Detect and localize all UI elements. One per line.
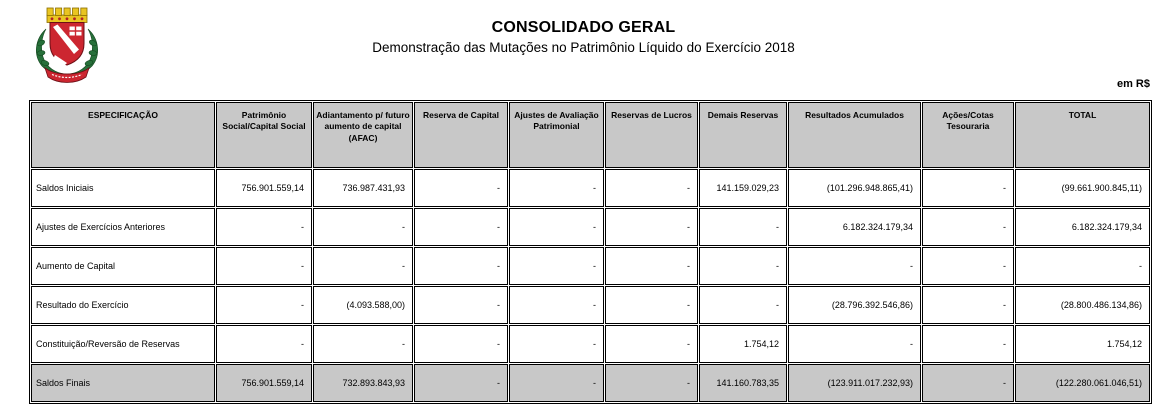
column-header-reservas-lucros: Reservas de Lucros	[605, 102, 698, 168]
table-cell: 6.182.324.179,34	[1015, 208, 1150, 246]
table-cell: -	[216, 325, 312, 363]
table-cell: -	[922, 208, 1014, 246]
table-cell: -	[414, 208, 508, 246]
coat-of-arms-icon	[29, 3, 105, 83]
table-cell: -	[922, 286, 1014, 324]
table-cell: (122.280.061.046,51)	[1015, 364, 1150, 402]
table-cell: -	[313, 208, 413, 246]
table-cell: (28.796.392.546,86)	[788, 286, 921, 324]
column-header-patrimonio-social: Patrimônio Social/Capital Social	[216, 102, 312, 168]
table-cell: (28.800.486.134,86)	[1015, 286, 1150, 324]
table-cell: -	[414, 325, 508, 363]
table-cell: -	[922, 364, 1014, 402]
table-cell: -	[922, 325, 1014, 363]
column-header-total: TOTAL	[1015, 102, 1150, 168]
table-cell: -	[414, 286, 508, 324]
table-cell: 6.182.324.179,34	[788, 208, 921, 246]
table-cell: -	[605, 208, 698, 246]
table-cell: 141.160.783,35	[699, 364, 787, 402]
table-cell: 141.159.029,23	[699, 169, 787, 207]
column-header-reserva-capital: Reserva de Capital	[414, 102, 508, 168]
table-cell: 1.754,12	[1015, 325, 1150, 363]
table-cell: -	[313, 247, 413, 285]
document-header	[0, 0, 1167, 96]
table-cell: -	[699, 208, 787, 246]
table-cell: 756.901.559,14	[216, 364, 312, 402]
table-row-saldos-iniciais	[31, 169, 1150, 207]
table-cell: -	[509, 286, 604, 324]
table-cell: -	[216, 247, 312, 285]
table-cell: -	[509, 247, 604, 285]
row-label: Resultado do Exercício	[31, 286, 215, 324]
table-cell: -	[699, 247, 787, 285]
table-cell: -	[605, 364, 698, 402]
column-header-demais-reservas: Demais Reservas	[699, 102, 787, 168]
table-cell: -	[922, 247, 1014, 285]
table-cell: -	[509, 364, 604, 402]
table-cell: -	[313, 325, 413, 363]
table-row-saldos-finais	[31, 364, 1150, 402]
table-cell: -	[509, 325, 604, 363]
table-cell: -	[605, 169, 698, 207]
table-cell: -	[605, 325, 698, 363]
table-cell: -	[788, 325, 921, 363]
table-cell: -	[509, 208, 604, 246]
row-label: Saldos Iniciais	[31, 169, 215, 207]
row-label: Saldos Finais	[31, 364, 215, 402]
page-title: CONSOLIDADO GERAL	[491, 19, 676, 36]
table-cell: -	[414, 364, 508, 402]
table-cell: -	[1015, 247, 1150, 285]
column-header-acoes-cotas: Ações/Cotas Tesouraria	[922, 102, 1014, 168]
row-label: Constituição/Reversão de Reservas	[31, 325, 215, 363]
table-cell: -	[216, 286, 312, 324]
table-cell: -	[699, 286, 787, 324]
table-cell: -	[605, 247, 698, 285]
table-cell: 732.893.843,93	[313, 364, 413, 402]
column-header-afac: Adiantamento p/ futuro aumento de capital (AFAC)	[313, 102, 413, 168]
table-cell: (99.661.900.845,11)	[1015, 169, 1150, 207]
table-cell: 756.901.559,14	[216, 169, 312, 207]
table-cell: -	[216, 208, 312, 246]
row-label: Ajustes de Exercícios Anteriores	[31, 208, 215, 246]
currency-note: em R$	[1116, 78, 1150, 90]
title-block	[0, 0, 1167, 55]
sao-paulo-coat-of-arms-logo	[29, 3, 105, 83]
table-row-constituicao-reversao	[31, 325, 1150, 363]
table-cell: -	[605, 286, 698, 324]
column-header-ajustes-avaliacao: Ajustes de Avaliação Patrimonial	[509, 102, 604, 168]
column-header-especificacao: ESPECIFICAÇÃO	[31, 102, 215, 168]
table-cell: 736.987.431,93	[313, 169, 413, 207]
table-row-resultado-exercicio	[31, 286, 1150, 324]
table-cell: -	[788, 247, 921, 285]
table-cell: -	[509, 169, 604, 207]
table-cell: (101.296.948.865,41)	[788, 169, 921, 207]
statement-table	[29, 100, 1152, 404]
table-row-aumento-capital	[31, 247, 1150, 285]
table-cell: (123.911.017.232,93)	[788, 364, 921, 402]
table-cell: -	[414, 247, 508, 285]
table-cell: -	[922, 169, 1014, 207]
row-label: Aumento de Capital	[31, 247, 215, 285]
table-cell: 1.754,12	[699, 325, 787, 363]
page-subtitle: Demonstração das Mutações no Patrimônio Líquido do Exercício 2018	[372, 40, 795, 55]
table-cell: (4.093.588,00)	[313, 286, 413, 324]
table-row-ajustes-exercicios	[31, 208, 1150, 246]
table-cell: -	[414, 169, 508, 207]
column-header-resultados-acumulados: Resultados Acumulados	[788, 102, 921, 168]
table-header-row	[31, 102, 1150, 168]
